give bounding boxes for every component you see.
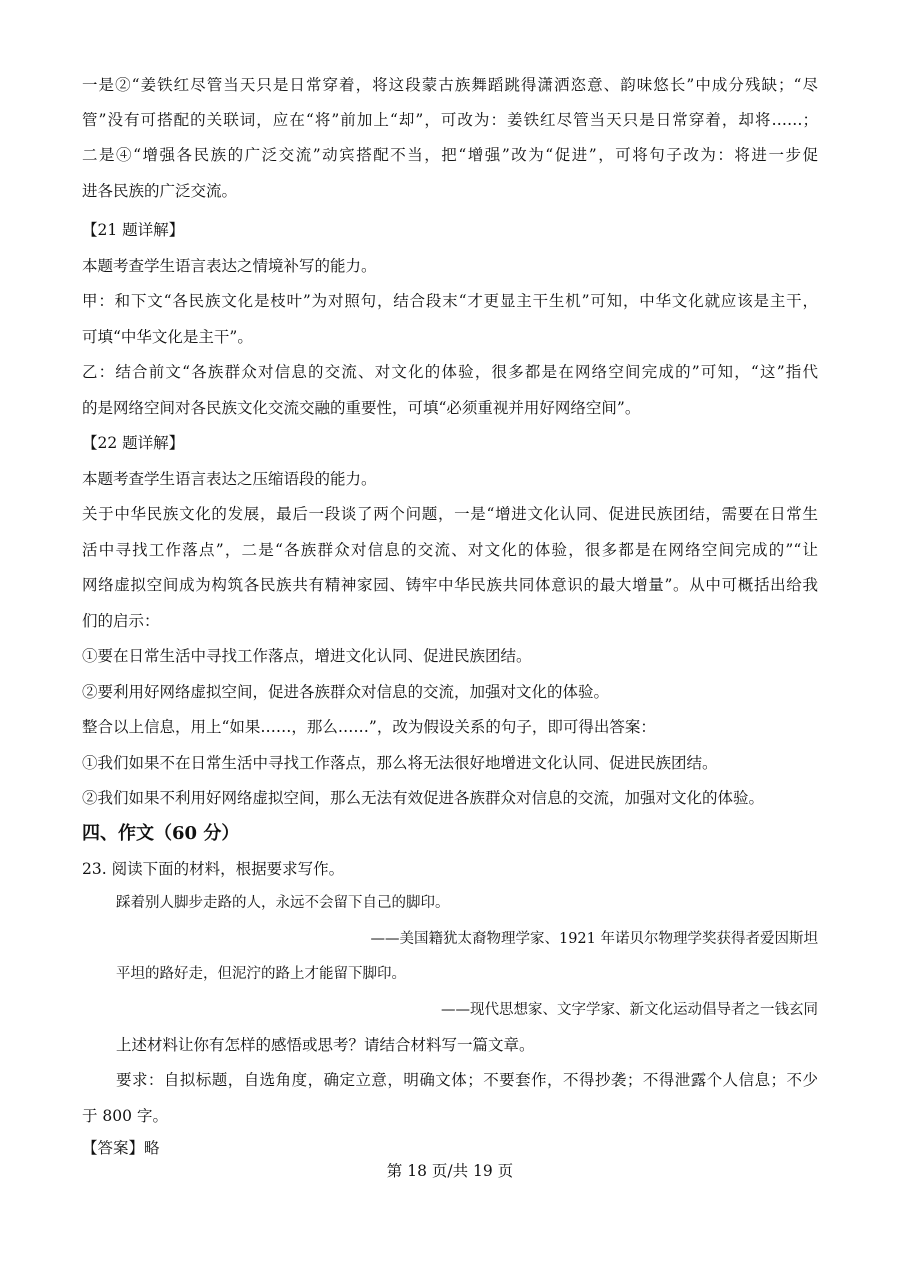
text-line: 网络虚拟空间成为构筑各民族共有精神家园、铸牢中华民族共同体意识的最大增量”。从中可概括出给我 <box>82 576 818 594</box>
page-number: 第 18 页/共 19 页 <box>386 1162 514 1180</box>
text-line: 甲：和下文“各民族文化是枝叶”为对照句，结合段末“才更显主干生机”可知，中华文化就应该是主干， <box>82 292 818 310</box>
text-line: 整合以上信息，用上“如果……，那么……”，改为假设关系的句子，即可得出答案： <box>82 718 656 736</box>
answer-line: 【答案】略 <box>82 1139 160 1157</box>
text-line: 二是④“增强各民族的广泛交流”动宾搭配不当，把“增强”改为“促进”，可将句子改为：将进一步促 <box>82 146 818 164</box>
section-heading-22: 【22 题详解】 <box>82 434 185 452</box>
text-line: 关于中华民族文化的发展，最后一段谈了两个问题，一是“增进文化认同、促进民族团结，需要在日常生 <box>82 505 818 523</box>
text-line: 本题考查学生语言表达之压缩语段的能力。 <box>82 470 377 488</box>
text-line: 一是②“姜铁红尽管当天只是日常穿着，将这段蒙古族舞蹈跳得潇洒恣意、韵味悠长”中成分残缺；“尽 <box>82 76 818 94</box>
text-line: 本题考查学生语言表达之情境补写的能力。 <box>82 257 377 275</box>
text-line: ①要在日常生活中寻找工作落点，增进文化认同、促进民族团结。 <box>82 647 532 665</box>
quote-2-source: ——现代思想家、文字学家、新文化运动倡导者之一钱玄同 <box>441 1002 818 1018</box>
text-line: 进各民族的广泛交流。 <box>82 182 238 200</box>
section-heading-21: 【21 题详解】 <box>82 221 185 239</box>
text-line: 要求：自拟标题，自选角度，确定立意，明确文体；不要套作，不得抄袭；不得泄露个人信息；不少 <box>116 1071 818 1089</box>
text-line: 上述材料让你有怎样的感悟或思考？请结合材料写一篇文章。 <box>116 1036 535 1054</box>
quote-2: 平坦的路好走，但泥泞的路上才能留下脚印。 <box>116 966 406 982</box>
text-line: ②我们如果不利用好网络虚拟空间，那么无法有效促进各族群众对信息的交流，加强对文化的体验。 <box>82 789 765 807</box>
question-line: 23. 阅读下面的材料，根据要求写作。 <box>82 860 345 878</box>
section-heading-essay: 四、作文（60 分） <box>82 823 240 844</box>
text-line: ①我们如果不在日常生活中寻找工作落点，那么将无法很好地增进文化认同、促进民族团结。 <box>82 754 718 772</box>
text-line: 活中寻找工作落点”，二是“各族群众对信息的交流、对文化的体验，很多都是在网络空间完成的”“让 <box>82 541 818 559</box>
text-line: 们的启示： <box>82 612 160 630</box>
text-line: 于 800 字。 <box>82 1107 168 1125</box>
text-line: 管”没有可搭配的关联词，应在“将”前加上“却”，可改为：姜铁红尽管当天只是日常穿着，却将……； <box>82 111 818 129</box>
text-line: 可填“中华文化是主干”。 <box>82 328 253 346</box>
text-line: ②要利用好网络虚拟空间，促进各族群众对信息的交流，加强对文化的体验。 <box>82 683 610 701</box>
quote-1: 踩着别人脚步走路的人，永远不会留下自己的脚印。 <box>116 895 450 911</box>
text-line: 乙：结合前文“各族群众对信息的交流、对文化的体验，很多都是在网络空间完成的”可知，“这”指代 <box>82 363 818 381</box>
text-line: 的是网络空间对各民族文化交流交融的重要性，可填“必须重视并用好网络空间”。 <box>82 399 641 417</box>
quote-1-source: ——美国籍犹太裔物理学家、1921 年诺贝尔物理学奖获得者爱因斯坦 <box>370 931 818 947</box>
